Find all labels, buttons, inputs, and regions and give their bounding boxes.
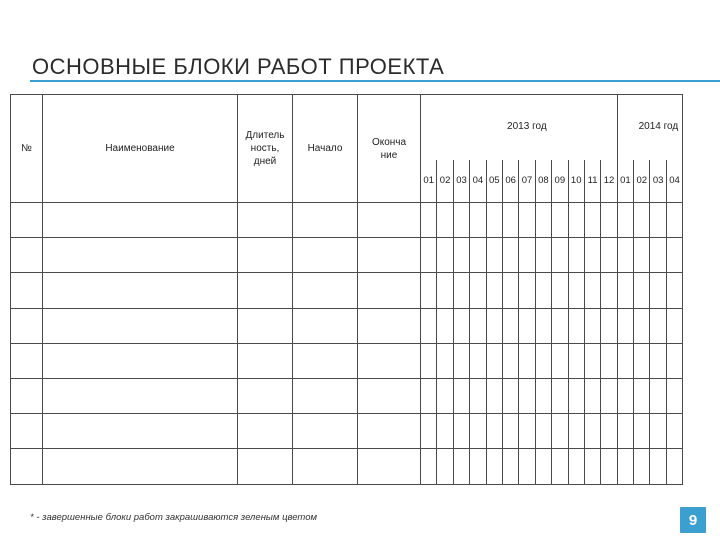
month-2013-04: 04	[470, 160, 486, 203]
table-cell	[486, 238, 502, 273]
header-name: Наименование	[43, 95, 238, 203]
table-row	[11, 343, 683, 378]
table-cell	[650, 308, 666, 343]
table-cell	[617, 414, 633, 449]
slide-title: ОСНОВНЫЕ БЛОКИ РАБОТ ПРОЕКТА	[32, 54, 445, 79]
table-cell	[568, 238, 584, 273]
table-cell	[666, 238, 682, 273]
table-cell	[453, 449, 469, 484]
table-row	[11, 203, 683, 238]
table-cell	[535, 203, 551, 238]
table-cell	[437, 414, 453, 449]
table-cell	[666, 414, 682, 449]
table-cell	[470, 378, 486, 413]
table-cell	[552, 273, 568, 308]
table-cell	[437, 343, 453, 378]
table-cell	[584, 414, 600, 449]
table-cell	[293, 238, 358, 273]
header-end-line2: ние	[380, 149, 398, 161]
table-cell	[43, 343, 238, 378]
project-schedule-table	[10, 94, 683, 485]
table-cell	[453, 308, 469, 343]
month-2013-12: 12	[601, 160, 617, 203]
month-2013-07: 07	[519, 160, 535, 203]
table-row	[11, 308, 683, 343]
month-2013-08: 08	[535, 160, 551, 203]
table-cell	[634, 414, 650, 449]
table-cell	[634, 308, 650, 343]
table-cell	[437, 378, 453, 413]
table-cell	[552, 238, 568, 273]
table-cell	[552, 449, 568, 484]
table-cell	[11, 308, 43, 343]
table-cell	[437, 449, 453, 484]
table-cell	[584, 308, 600, 343]
table-cell	[470, 203, 486, 238]
table-cell	[421, 378, 437, 413]
table-cell	[568, 378, 584, 413]
table-cell	[358, 238, 421, 273]
table-cell	[634, 449, 650, 484]
table-cell	[601, 449, 617, 484]
month-2013-10: 10	[568, 160, 584, 203]
table-cell	[601, 343, 617, 378]
month-2014-03: 03	[650, 160, 666, 203]
table-cell	[634, 273, 650, 308]
header-year-2014: 2014 год	[617, 95, 683, 160]
table-cell	[358, 203, 421, 238]
table-cell	[650, 343, 666, 378]
table-cell	[568, 203, 584, 238]
table-cell	[293, 449, 358, 484]
table-cell	[601, 414, 617, 449]
table-cell	[421, 203, 437, 238]
table-cell	[453, 238, 469, 273]
table-cell	[421, 238, 437, 273]
table-cell	[453, 414, 469, 449]
table-cell	[238, 273, 293, 308]
table-cell	[519, 238, 535, 273]
table-cell	[486, 273, 502, 308]
table-cell	[293, 343, 358, 378]
table-cell	[470, 238, 486, 273]
table-cell	[43, 238, 238, 273]
footnote: * - завершенные блоки работ закрашиваются зеленым цветом	[30, 512, 318, 523]
table-cell	[634, 238, 650, 273]
month-2013-09: 09	[552, 160, 568, 203]
table-cell	[634, 343, 650, 378]
table-cell	[601, 273, 617, 308]
month-2013-06: 06	[502, 160, 518, 203]
table-cell	[535, 343, 551, 378]
table-cell	[617, 308, 633, 343]
table-cell	[421, 343, 437, 378]
table-cell	[666, 308, 682, 343]
table-cell	[43, 414, 238, 449]
table-cell	[437, 308, 453, 343]
table-cell	[470, 273, 486, 308]
table-cell	[421, 414, 437, 449]
table-row	[11, 378, 683, 413]
table-cell	[11, 203, 43, 238]
header-duration	[238, 95, 293, 203]
table-cell	[470, 343, 486, 378]
table-cell	[453, 378, 469, 413]
table-cell	[601, 308, 617, 343]
table-cell	[584, 449, 600, 484]
table-cell	[358, 378, 421, 413]
table-cell	[238, 414, 293, 449]
table-cell	[421, 273, 437, 308]
table-cell	[293, 273, 358, 308]
table-cell	[486, 414, 502, 449]
table-cell	[470, 414, 486, 449]
table-cell	[601, 203, 617, 238]
table-cell	[535, 273, 551, 308]
table-cell	[552, 378, 568, 413]
table-cell	[437, 238, 453, 273]
table-cell	[568, 273, 584, 308]
table-body	[11, 203, 683, 485]
table-cell	[552, 203, 568, 238]
table-cell	[650, 449, 666, 484]
table-cell	[519, 378, 535, 413]
table-cell	[650, 203, 666, 238]
table-cell	[535, 238, 551, 273]
table-cell	[601, 238, 617, 273]
table-cell	[502, 343, 518, 378]
page-number-badge: 9	[680, 507, 706, 533]
header-duration-line2: ность,	[250, 143, 280, 154]
table-cell	[535, 378, 551, 413]
table-cell	[11, 449, 43, 484]
table-cell	[486, 449, 502, 484]
table-cell	[666, 273, 682, 308]
table-cell	[43, 449, 238, 484]
table-cell	[293, 203, 358, 238]
table-cell	[666, 203, 682, 238]
table-cell	[552, 343, 568, 378]
table-cell	[43, 273, 238, 308]
header-end	[358, 95, 421, 203]
table-cell	[666, 378, 682, 413]
header-end-line1: Оконча	[371, 136, 407, 148]
table-row	[11, 238, 683, 273]
table-cell	[502, 273, 518, 308]
header-duration-line3: дней	[253, 156, 277, 167]
table-cell	[437, 203, 453, 238]
table-cell	[535, 414, 551, 449]
month-2013-03: 03	[453, 160, 469, 203]
table-cell	[238, 308, 293, 343]
table-cell	[666, 343, 682, 378]
table-cell	[519, 308, 535, 343]
table-cell	[358, 308, 421, 343]
table-cell	[617, 273, 633, 308]
table-cell	[486, 203, 502, 238]
month-2013-05: 05	[486, 160, 502, 203]
table-cell	[11, 414, 43, 449]
table-cell	[502, 378, 518, 413]
table-cell	[43, 378, 238, 413]
table-cell	[502, 449, 518, 484]
table-cell	[358, 414, 421, 449]
table-cell	[617, 203, 633, 238]
table-cell	[11, 378, 43, 413]
table-cell	[238, 343, 293, 378]
table-cell	[43, 203, 238, 238]
table-cell	[584, 203, 600, 238]
table-cell	[11, 273, 43, 308]
table-cell	[519, 449, 535, 484]
month-2013-02: 02	[437, 160, 453, 203]
table-cell	[568, 414, 584, 449]
table-cell	[293, 308, 358, 343]
table-cell	[535, 308, 551, 343]
table-cell	[535, 449, 551, 484]
table-cell	[502, 203, 518, 238]
header-number: №	[11, 95, 43, 203]
table-row	[11, 449, 683, 484]
month-2014-04: 04	[666, 160, 682, 203]
table-cell	[293, 414, 358, 449]
table-cell	[601, 378, 617, 413]
table-cell	[650, 378, 666, 413]
month-2014-01: 01	[617, 160, 633, 203]
table-cell	[238, 378, 293, 413]
table-cell	[568, 449, 584, 484]
table-cell	[470, 449, 486, 484]
table-cell	[666, 449, 682, 484]
table-row	[11, 273, 683, 308]
table-cell	[568, 308, 584, 343]
month-2014-02: 02	[634, 160, 650, 203]
table-cell	[486, 343, 502, 378]
table-cell	[568, 343, 584, 378]
table-cell	[634, 378, 650, 413]
table-cell	[552, 308, 568, 343]
table-cell	[584, 378, 600, 413]
header-start: Начало	[293, 95, 358, 203]
month-2013-01: 01	[421, 160, 437, 203]
table-row	[11, 414, 683, 449]
table-cell	[519, 273, 535, 308]
table-cell	[453, 203, 469, 238]
table-cell	[238, 449, 293, 484]
table-cell	[584, 343, 600, 378]
table-cell	[519, 414, 535, 449]
table-cell	[238, 203, 293, 238]
table-cell	[634, 203, 650, 238]
table-cell	[617, 378, 633, 413]
table-cell	[617, 343, 633, 378]
table-cell	[584, 238, 600, 273]
table-cell	[617, 449, 633, 484]
table-cell	[358, 449, 421, 484]
table-cell	[11, 238, 43, 273]
table-cell	[358, 343, 421, 378]
table-cell	[502, 308, 518, 343]
table-cell	[486, 378, 502, 413]
table-cell	[421, 308, 437, 343]
table-cell	[617, 238, 633, 273]
month-2013-11: 11	[584, 160, 600, 203]
table-cell	[437, 273, 453, 308]
table-cell	[519, 203, 535, 238]
table-cell	[43, 308, 238, 343]
table-cell	[502, 414, 518, 449]
table-cell	[358, 273, 421, 308]
title-underline	[30, 80, 720, 82]
table-cell	[453, 343, 469, 378]
table-cell	[11, 343, 43, 378]
header-duration-line1: Длитель	[245, 130, 285, 141]
table-cell	[293, 378, 358, 413]
header-year-2013: 2013 год	[421, 95, 618, 160]
table-cell	[650, 414, 666, 449]
table-cell	[650, 273, 666, 308]
table-cell	[238, 238, 293, 273]
table-cell	[453, 273, 469, 308]
table-cell	[421, 449, 437, 484]
table-cell	[470, 308, 486, 343]
table-cell	[502, 238, 518, 273]
table-cell	[650, 238, 666, 273]
table-cell	[519, 343, 535, 378]
table-cell	[584, 273, 600, 308]
table-cell	[486, 308, 502, 343]
table-cell	[552, 414, 568, 449]
